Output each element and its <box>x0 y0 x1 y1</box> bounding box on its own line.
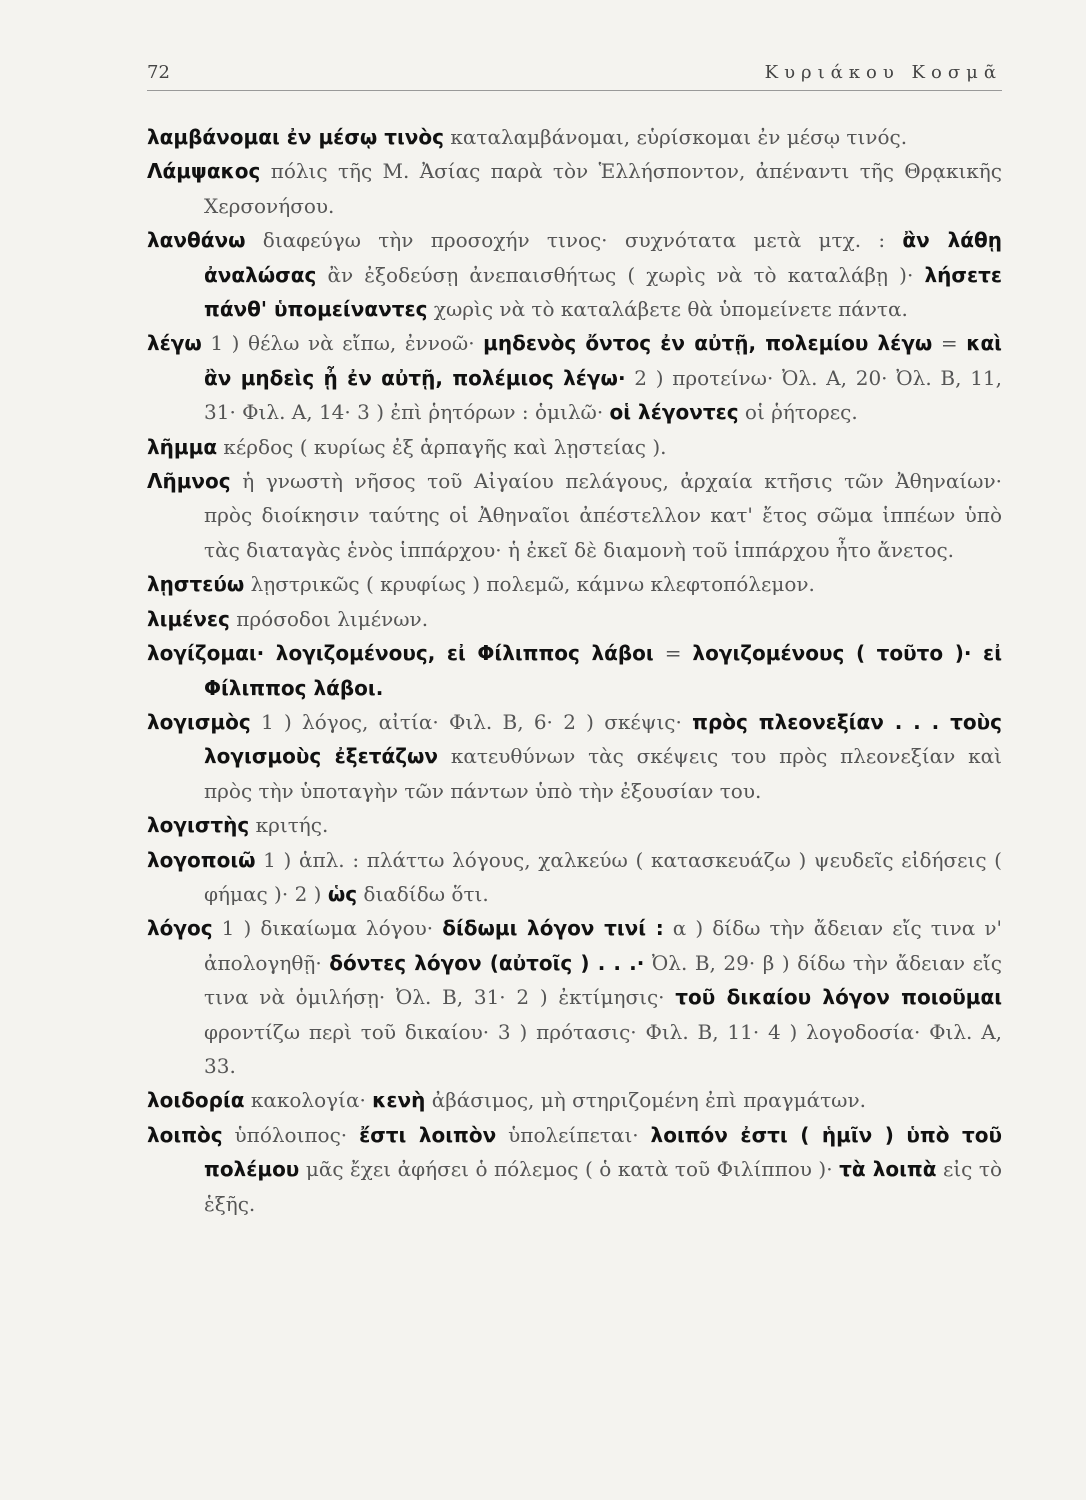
definition-text: ἡ γνωστὴ νῆσος τοῦ Αἰγαίου πελάγους, ἀρχαία κτῆσις τῶν Ἀθηναίων· πρὸς διοίκησιν ταύτης οἱ Ἀθηναῖοι ἀπέστελλον κατ' ἔτος σῶμα ἱππέων ὑπὸ τὰς διαταγὰς ἑνὸς ἱππάρχου· ἡ ἐκεῖ δὲ διαμονὴ τοῦ ἱππάρχου ἦτο ἄνετος. <box>204 469 1002 562</box>
headword-text: Λάμψακος <box>147 159 261 184</box>
headword-text: λογιστὴς <box>147 813 250 838</box>
headword-text: λῃστεύω <box>147 572 245 597</box>
glossary-entry <box>147 154 1002 223</box>
headword-text: λιμένες <box>147 606 230 631</box>
glossary-entry <box>147 120 1002 154</box>
definition-text: 1 ) θέλω νὰ εἴπω, ἐννοῶ· <box>201 331 484 356</box>
definition-text: διαδίδω ὅτι. <box>357 881 489 906</box>
headword-text: κενὴ <box>372 1088 426 1113</box>
headword-text: λοιπὸς <box>147 1122 223 1147</box>
definition-text: ὑπολείπεται· <box>496 1122 651 1147</box>
definition-text: = <box>932 331 967 356</box>
headword-text: λογισμὸς <box>147 709 251 734</box>
glossary-entry <box>147 705 1002 808</box>
glossary-entry <box>147 602 1002 636</box>
headword-text: ἔστι λοιπὸν <box>359 1122 497 1147</box>
glossary-entry <box>147 567 1002 601</box>
headword-text: καὶ ἂν μηδεὶς ᾖ ἐν αὐτῇ, πολέμιος λέγω· <box>204 331 1002 390</box>
definition-text: φροντίζω περὶ τοῦ δικαίου· 3 ) πρότασις· Φιλ. Β, 11· 4 ) λογοδοσία· Φιλ. Α, 33. <box>204 1019 1002 1078</box>
headword-text: δίδωμι λόγον τινί : <box>442 916 664 941</box>
page-header <box>147 60 1002 91</box>
headword-text: Λῆμνος <box>147 469 231 494</box>
definition-text: κατευθύνων τὰς σκέψεις του πρὸς πλεονεξίαν καὶ πρὸς τὴν ὑποταγὴν τῶν πάντων ὑπὸ τὴν ἐξουσίαν του. <box>204 744 1002 803</box>
page-number: 72 <box>147 62 170 83</box>
headword-text: πρὸς πλεονεξίαν . . . τοὺς λογισμοὺς ἐξετάζων <box>204 709 1002 769</box>
glossary-entry <box>147 911 1002 1083</box>
definition-text: λῃστρικῶς ( κρυφίως ) πολεμῶ, κάμνω κλεφτοπόλεμον. <box>244 572 815 597</box>
running-title: Κυριάκου Κοσμᾶ <box>764 62 1002 83</box>
glossary-entry <box>147 464 1002 567</box>
headword-text: λέγω <box>147 331 202 356</box>
headword-text: λόγος <box>147 916 213 941</box>
headword-text: λοιδορία <box>147 1088 245 1113</box>
headword-text: ἂν λάθῃ ἀναλώσας <box>204 228 1002 287</box>
headword-text: λαμβάνομαι ἐν μέσῳ τινὸς <box>147 125 445 149</box>
definition-text: οἱ ῥήτορες. <box>738 400 858 425</box>
definition-text: α ) δίδω τὴν ἄδειαν εἴς τινα ν' ἀπολογηθῇ· <box>204 916 1002 975</box>
glossary-entry <box>147 223 1002 326</box>
definition-text: 2 ) προτείνω· Ὀλ. Α, 20· Ὀλ. Β, 11, 31· Φιλ. Α, 14· 3 ) ἐπὶ ῥητόρων : ὁμιλῶ· <box>204 365 1003 425</box>
headword-text: λήσετε πάνθ' ὑπομείναντες <box>204 262 1002 322</box>
definition-text: κέρδος ( κυρίως ἐξ ἁρπαγῆς καὶ λῃστείας ). <box>217 434 667 459</box>
headword-text: λοιπόν ἐστι ( ἡμῖν ) ὑπὸ τοῦ πολέμου <box>204 1122 1002 1182</box>
definition-text: 1 ) δικαίωμα λόγου· <box>212 916 443 941</box>
glossary-entry <box>147 843 1002 912</box>
glossary-entry <box>147 1083 1002 1117</box>
headword-text: λογοποιῶ <box>147 847 256 872</box>
headword-text: οἱ λέγοντες <box>609 400 739 425</box>
definition-text: Ὀλ. Β, 29· β ) δίδω τὴν ἄδειαν εἴς τινα νὰ ὁμιλήσῃ· Ὀλ. Β, 31· 2 ) ἐκτίμησις· <box>204 950 1002 1010</box>
definition-text: πρόσοδοι λιμένων. <box>229 606 429 631</box>
headword-text: λογιζομένους ( τοῦτο )· εἰ Φίλιππος λάβοι. <box>204 641 1002 700</box>
definition-text: χωρὶς νὰ τὸ καταλάβετε θὰ ὑπομείνετε πάντα. <box>427 297 908 322</box>
headword-text: ὡς <box>327 881 358 906</box>
definition-text: κακολογία· <box>244 1088 373 1113</box>
definition-text: κριτής. <box>249 813 329 838</box>
definition-text: διαφεύγω τὴν προσοχήν τινος· συχνότατα μετὰ μτχ. : <box>245 228 903 253</box>
glossary-entry <box>147 326 1002 429</box>
headword-text: μηδενὸς ὄντος ἐν αὐτῇ, πολεμίου λέγω <box>483 331 933 356</box>
definition-text: καταλαμβάνομαι, εὑρίσκομαι ἐν μέσῳ τινός. <box>444 125 908 149</box>
definition-text: ἂν ἐξοδεύσῃ ἀνεπαισθήτως ( χωρὶς νὰ τὸ καταλάβῃ )· <box>316 262 925 287</box>
definition-text: 1 ) ἁπλ. : πλάττω λόγους, χαλκεύω ( κατασκευάζω ) ψευδεῖς εἰδήσεις ( φήμας )· 2 ) <box>204 847 1002 906</box>
headword-text: λῆμμα <box>147 434 218 459</box>
definition-text: ὑπόλοιπος· <box>222 1122 360 1147</box>
definition-text: εἰς τὸ ἑξῆς. <box>204 1157 1002 1216</box>
glossary-entries <box>147 120 1002 1221</box>
definition-text: μᾶς ἔχει ἀφήσει ὁ πόλεμος ( ὁ κατὰ τοῦ Φιλίππου )· <box>299 1157 840 1182</box>
headword-text: τοῦ δικαίου λόγον ποιοῦμαι <box>675 985 1002 1010</box>
headword-text: δόντες λόγον (αὐτοῖς ) . . .· <box>329 950 645 975</box>
headword-text: λογίζομαι· λογιζομένους, εἰ Φίλιππος λάβοι <box>147 641 654 666</box>
definition-text: ἀβάσιμος, μὴ στηριζομένη ἐπὶ πραγμάτων. <box>425 1088 866 1113</box>
glossary-entry <box>147 808 1002 842</box>
glossary-entry <box>147 430 1002 464</box>
glossary-entry <box>147 636 1002 705</box>
definition-text: = <box>653 641 693 666</box>
definition-text: 1 ) λόγος, αἰτία· Φιλ. Β, 6· 2 ) σκέψις· <box>250 709 693 734</box>
headword-text: τὰ λοιπὰ <box>839 1157 937 1182</box>
definition-text: πόλις τῆς Μ. Ἀσίας παρὰ τὸν Ἑλλήσποντον, ἀπέναντι τῆς Θρᾳκικῆς Χερσονήσου. <box>204 159 1002 218</box>
glossary-entry <box>147 1118 1002 1221</box>
headword-text: λανθάνω <box>147 228 246 253</box>
